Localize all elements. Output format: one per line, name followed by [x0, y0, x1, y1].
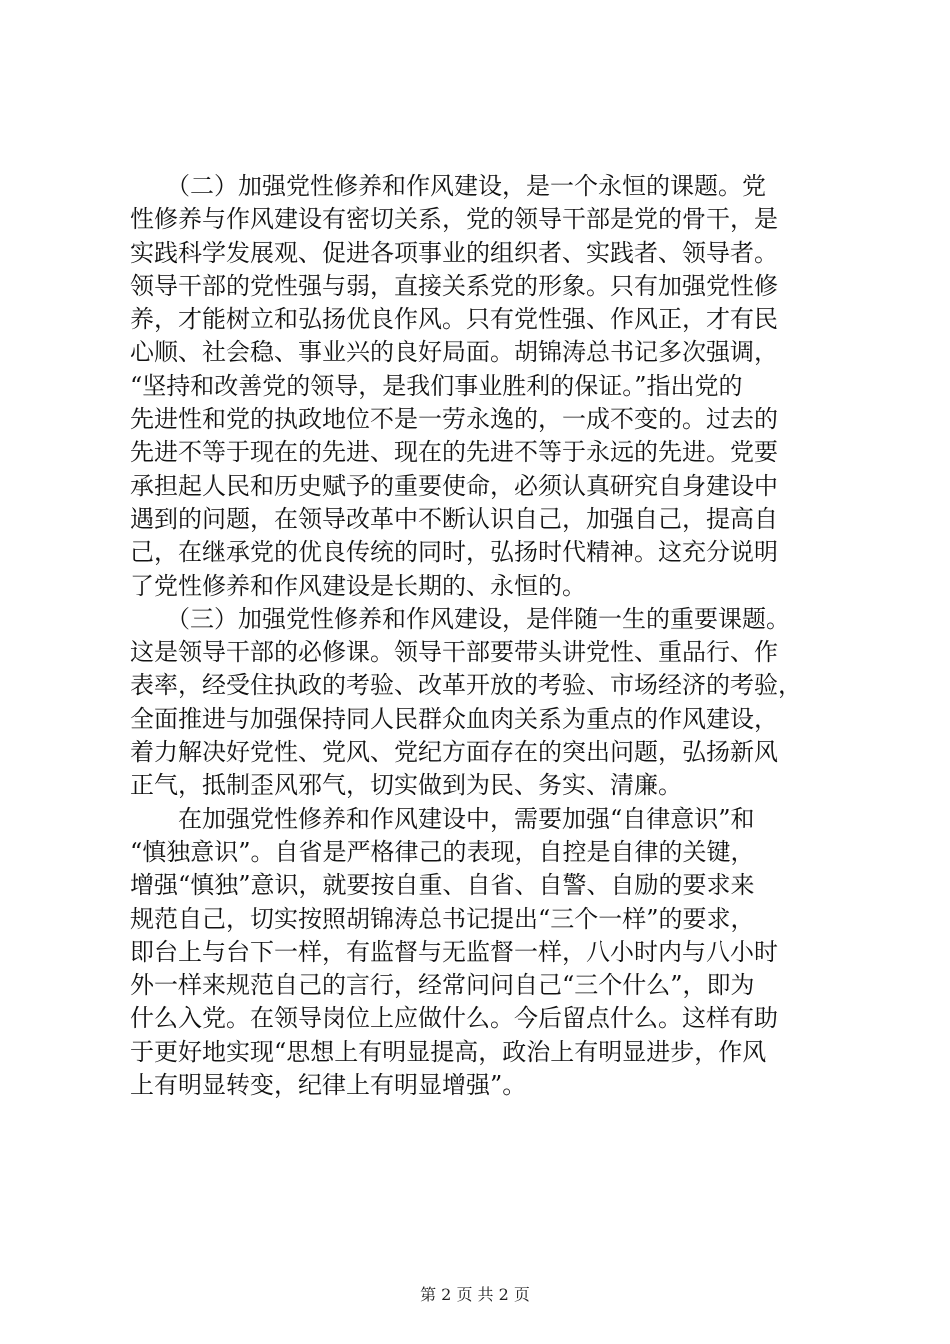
text-line: 外一样来规范自己的言行，经常问问自己“三个什么”，即为: [130, 971, 755, 1000]
page-number-footer: 第 2 页 共 2 页: [420, 1285, 530, 1304]
text-line: 增强“慎独”意识，就要按自重、自省、自警、自励的要求来: [130, 871, 755, 900]
text-line: 上有明显转变，纪律上有明显增强”。: [130, 1071, 527, 1100]
text-line: 这是领导干部的必修课。领导干部要带头讲党性、重品行、作: [130, 638, 778, 667]
text-line: 于更好地实现“思想上有明显提高，政治上有明显进步，作风: [130, 1037, 767, 1066]
text-line: 遇到的问题，在领导改革中不断认识自己，加强自己，提高自: [130, 504, 778, 533]
text-line: （三）加强党性修养和作风建设，是伴随一生的重要课题。: [130, 604, 790, 633]
text-line: “坚持和改善党的领导，是我们事业胜利的保证。”指出党的: [130, 371, 743, 400]
document-body: [130, 170, 830, 1102]
text-line: 领导干部的党性强与弱，直接关系党的形象。只有加强党性修: [130, 271, 778, 300]
text-line: 全面推进与加强保持同人民群众血肉关系为重点的作风建设，: [130, 704, 778, 733]
text-line: 实践科学发展观、促进各项事业的组织者、实践者、领导者。: [130, 238, 778, 267]
text-line: 着力解决好党性、党风、党纪方面存在的突出问题，弘扬新风: [130, 738, 778, 767]
text-line: 承担起人民和历史赋予的重要使命，必须认真研究自身建设中: [130, 471, 778, 500]
text-line: 先进性和党的执政地位不是一劳永逸的，一成不变的。过去的: [130, 405, 778, 434]
text-line: 了党性修养和作风建设是长期的、永恒的。: [130, 571, 586, 600]
text-line: 在加强党性修养和作风建设中，需要加强“自律意识”和: [130, 804, 755, 833]
text-line: 养，才能树立和弘扬优良作风。只有党性强、作风正，才有民: [130, 305, 778, 334]
text-line: 性修养与作风建设有密切关系，党的领导干部是党的骨干，是: [130, 205, 778, 234]
text-line: 心顺、社会稳、事业兴的良好局面。胡锦涛总书记多次强调，: [130, 338, 778, 367]
text-line: 先进不等于现在的先进、现在的先进不等于永远的先进。党要: [130, 438, 778, 467]
text-line: （二）加强党性修养和作风建设，是一个永恒的课题。党: [130, 172, 766, 200]
text-line: 表率，经受住执政的考验、改革开放的考验、市场经济的考验，: [130, 671, 802, 700]
text-line: 即台上与台下一样，有监督与无监督一样，八小时内与八小时: [130, 937, 778, 966]
text-line: “慎独意识”。自省是严格律己的表现，自控是自律的关键，: [130, 837, 755, 866]
text-line: 规范自己，切实按照胡锦涛总书记提出“三个一样”的要求，: [130, 904, 755, 933]
text-line: 什么入党。在领导岗位上应做什么。今后留点什么。这样有助: [130, 1004, 778, 1033]
text-line: 正气，抵制歪风邪气，切实做到为民、务实、清廉。: [130, 771, 682, 800]
text-line: 己，在继承党的优良传统的同时，弘扬时代精神。这充分说明: [130, 538, 778, 567]
